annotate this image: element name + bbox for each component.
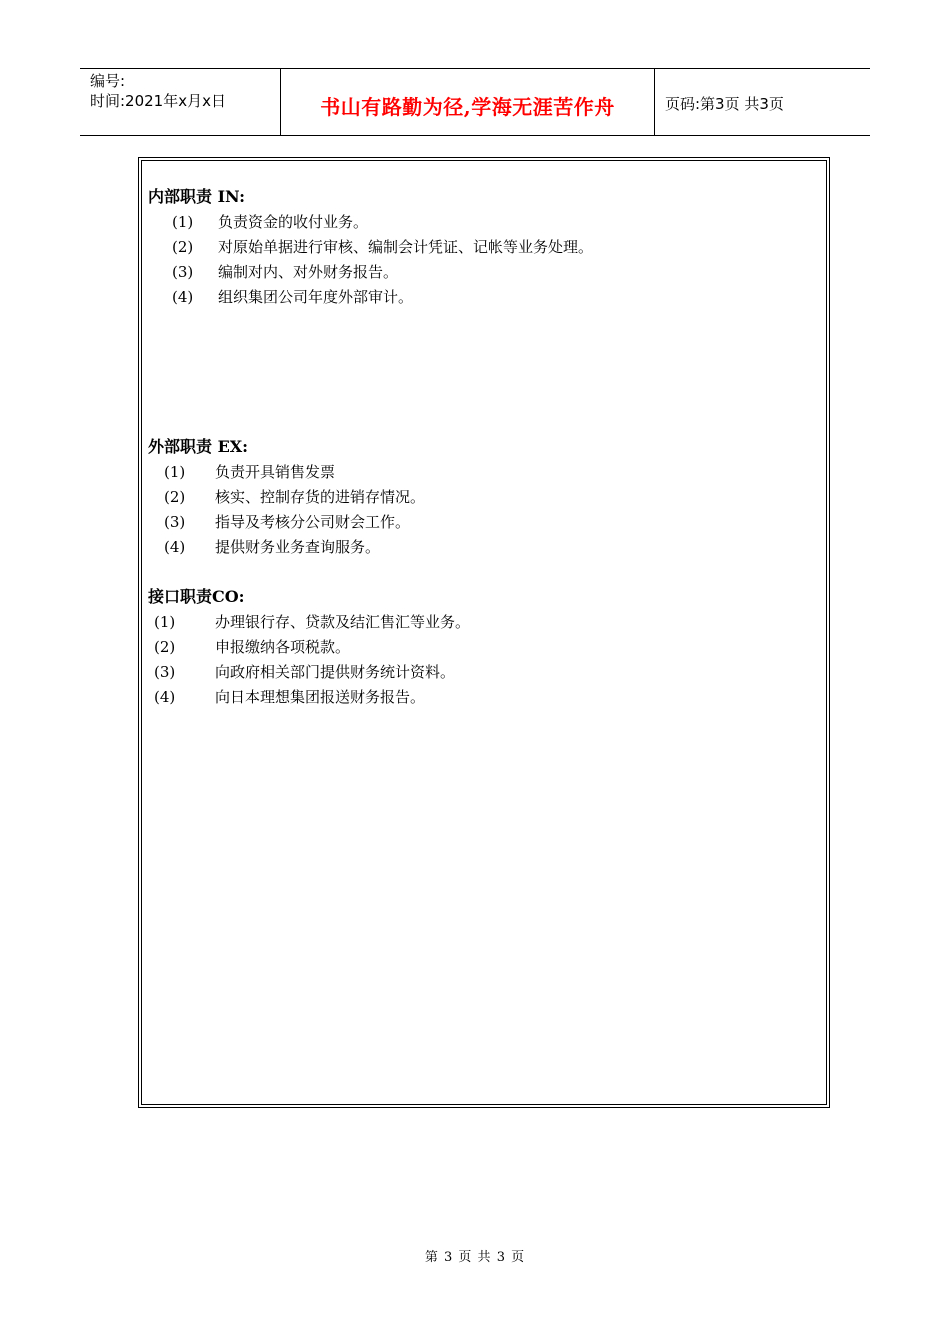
document-header: [80, 68, 870, 136]
internal-section-title: 内部职责 IN:: [148, 187, 246, 206]
list-item: (4) 向日本理想集团报送财务报告。: [154, 688, 426, 706]
number-label: 编号:: [90, 72, 126, 90]
header-motto-cell: [281, 69, 655, 135]
time-label: 时间:2021年x月x日: [90, 92, 226, 110]
page-info: 页码:第3页 共3页: [665, 94, 784, 113]
motto-text: 书山有路勤为径,学海无涯苦作舟: [320, 94, 615, 119]
list-item: (3) 编制对内、对外财务报告。: [172, 263, 399, 281]
list-item: (2) 对原始单据进行审核、编制会计凭证、记帐等业务处理。: [172, 238, 594, 256]
list-item: (3) 向政府相关部门提供财务统计资料。: [154, 663, 456, 681]
list-item: (4) 组织集团公司年度外部审计。: [172, 288, 414, 306]
list-item: (1) 负责开具销售发票: [164, 463, 336, 481]
list-item: (2) 核实、控制存货的进销存情况。: [164, 488, 426, 506]
list-item: (2) 申报缴纳各项税款。: [154, 638, 351, 656]
list-item: (3) 指导及考核分公司财会工作。: [164, 513, 411, 531]
header-meta-cell: [80, 69, 281, 135]
list-item: (4) 提供财务业务查询服务。: [164, 538, 381, 556]
external-section-title: 外部职责 EX:: [148, 437, 249, 456]
list-item: (1) 负责资金的收付业务。: [172, 213, 369, 231]
list-item: (1) 办理银行存、贷款及结汇售汇等业务。: [154, 613, 471, 631]
interface-section-title: 接口职责CO:: [148, 587, 245, 606]
header-page-cell: [655, 69, 870, 135]
page-footer: 第 3 页 共 3 页: [424, 1250, 526, 1265]
